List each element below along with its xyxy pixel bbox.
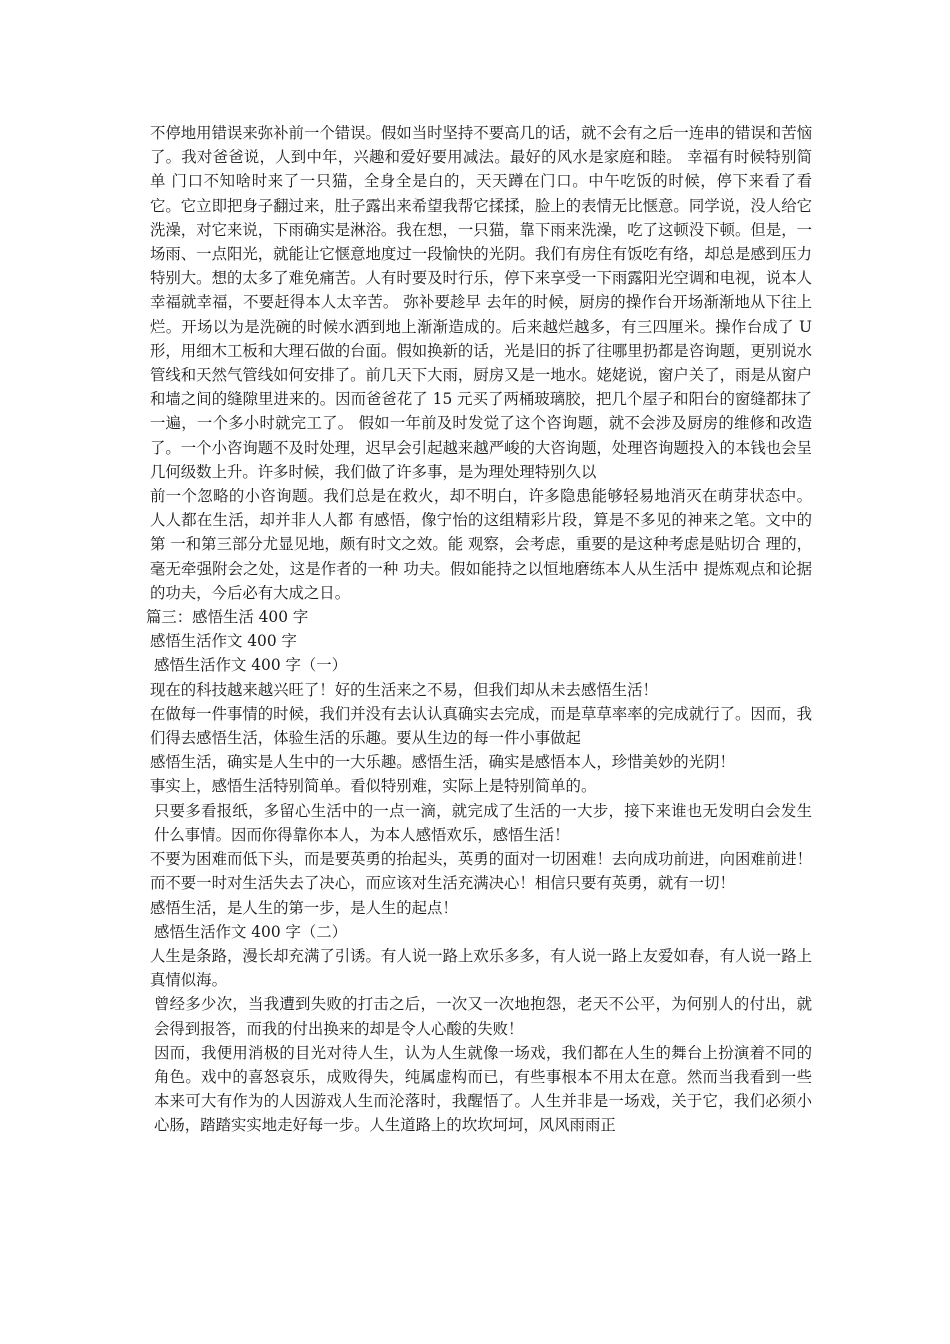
paragraph: 在做每一件事情的时候，我们并没有去认认真确实去完成，而是草草率率的完成就行了。因而，我们得去感悟生活，体验生活的乐趣。要从生边的每一件小事做起 xyxy=(150,704,812,748)
paragraph: 事实上，感悟生活特别简单。看似特别难，实际上是特别简单的。 xyxy=(150,777,597,796)
paragraph: 前一个忽略的小咨询题。我们总是在救火，却不明白，许多隐患能够轻易地消灭在萌芽状态中。 人人都在生活，却并非人人都 有感悟，像宁怡的这组精彩片段，算是不多见的神来之笔。文中的第 一和第三部分尤显见地，颇有时文之效。能 观察，会考虑，重要的是这种考虑是贴切合 理的，毫无牵强附会之处，这是作者的一种 功夫。假如能持之以恒地磨练本人从生活中 提炼观点和论据的功夫，今后必有大成之日。 xyxy=(150,487,812,602)
paragraph: 感悟生活，确实是人生中的一大乐趣。感悟生活，确实是感悟本人，珍惜美妙的光阴！ xyxy=(150,753,735,772)
paragraph: 只要多看报纸，多留心生活中的一点一滴，就完成了生活的一大步，接下来谁也无发明白会发生什么事情。因而你得靠你本人，为本人感悟欢乐，感悟生活！ xyxy=(154,801,812,844)
article-title: 感悟生活作文 400 字 xyxy=(150,632,297,651)
sub-heading: 感悟生活作文 400 字（一） xyxy=(154,656,348,675)
paragraph: 不停地用错误来弥补前一个错误。假如当时坚持不要高几的话，就不会有之后一连串的错误和苦恼了。我对爸爸说，人到中年，兴趣和爱好要用减法。最好的风水是家庭和睦。 幸福有时候特别简单 门口不知啥时来了一只猫，全身全是白的，天天蹲在门口。中午吃饭的时候，停下来看了看它。它立即把身子翻过来，肚子露出来希望我帮它揉揉，脸上的表情无比惬意。同学说，没人给它洗澡，对它来说，下雨确实是淋浴。我在想，一只猫，靠下雨来洗澡，吃了这顿没下顿。但是，一场雨、一点阳光，就能让它惬意地度过一段愉快的光阴。我们有房住有饭吃有络，却总是感到压力特别大。想的太多了难免痛苦。人有时要及时行乐，停下来享受一下雨露阳光空调和电视，说本人幸福就幸福，不要赶得本人太辛苦。 弥补要趁早 去年的时候，厨房的操作台开场渐渐地从下往上烂。开场以为是洗碗的时候水洒到地上渐渐造成的。后来越烂越多，有三四厘米。操作台成了 U 形，用细木工板和大理石做的台面。假如换新的话，光是旧的拆了往哪里扔都是咨询题，更别说水管线和天然气管线如何安排了。前几天下大雨，厨房又是一地水。姥姥说，窗户关了，雨是从窗户和墙之间的缝隙里进来的。因而爸爸花了 15 元买了两桶玻璃胶，把几个屋子和阳台的窗缝都抹了一遍，一个多小时就完工了。 假如一年前及时发觉了这个咨询题，就不会涉及厨房的维修和改造了。一个小咨询题不及时处理，迟早会引起越来越严峻的大咨询题，处理咨询题投入的本钱也会呈几何级数上升。许多时候，我们做了许多事，是为理处理特别久以 xyxy=(150,124,812,481)
paragraph: 感悟生活，是人生的第一步，是人生的起点！ xyxy=(150,898,458,917)
paragraph: 人生是条路，漫长却充满了引诱。有人说一路上欢乐多多，有人说一路上友爱如春，有人说一路上真情似海。 xyxy=(150,946,812,990)
paragraph: 不要为困难而低下头，而是要英勇的抬起头，英勇的面对一切困难！去向成功前进，向困难前进！而不要一时对生活失去了决心，而应该对生活充满决心！相信只要有英勇，就有一切！ xyxy=(150,850,812,893)
document-page xyxy=(146,121,812,1138)
paragraph: 因而，我便用消极的目光对待人生，认为人生就像一场戏，我们都在人生的舞台上扮演着不同的角色。戏中的喜怒哀乐，成败得失，纯属虚构而已，有些事根本不用太在意。然而当我看到一些本来可大有作为的人因游戏人生而沦落时，我醒悟了。人生并非是一场戏，关于它，我们必须小心肠，踏踏实实地走好每一步。人生道路上的坎坎坷坷，风风雨雨正 xyxy=(154,1043,812,1135)
section-heading: 篇三：感悟生活 400 字 xyxy=(146,608,309,627)
paragraph: 曾经多少次，当我遭到失败的打击之后，一次又一次地抱怨，老天不公平，为何别人的付出，就会得到报答，而我的付出换来的却是令人心酸的失败！ xyxy=(154,995,812,1038)
paragraph: 现在的科技越来越兴旺了！好的生活来之不易，但我们却从未去感悟生活！ xyxy=(150,680,658,699)
sub-heading: 感悟生活作文 400 字（二） xyxy=(154,922,348,941)
